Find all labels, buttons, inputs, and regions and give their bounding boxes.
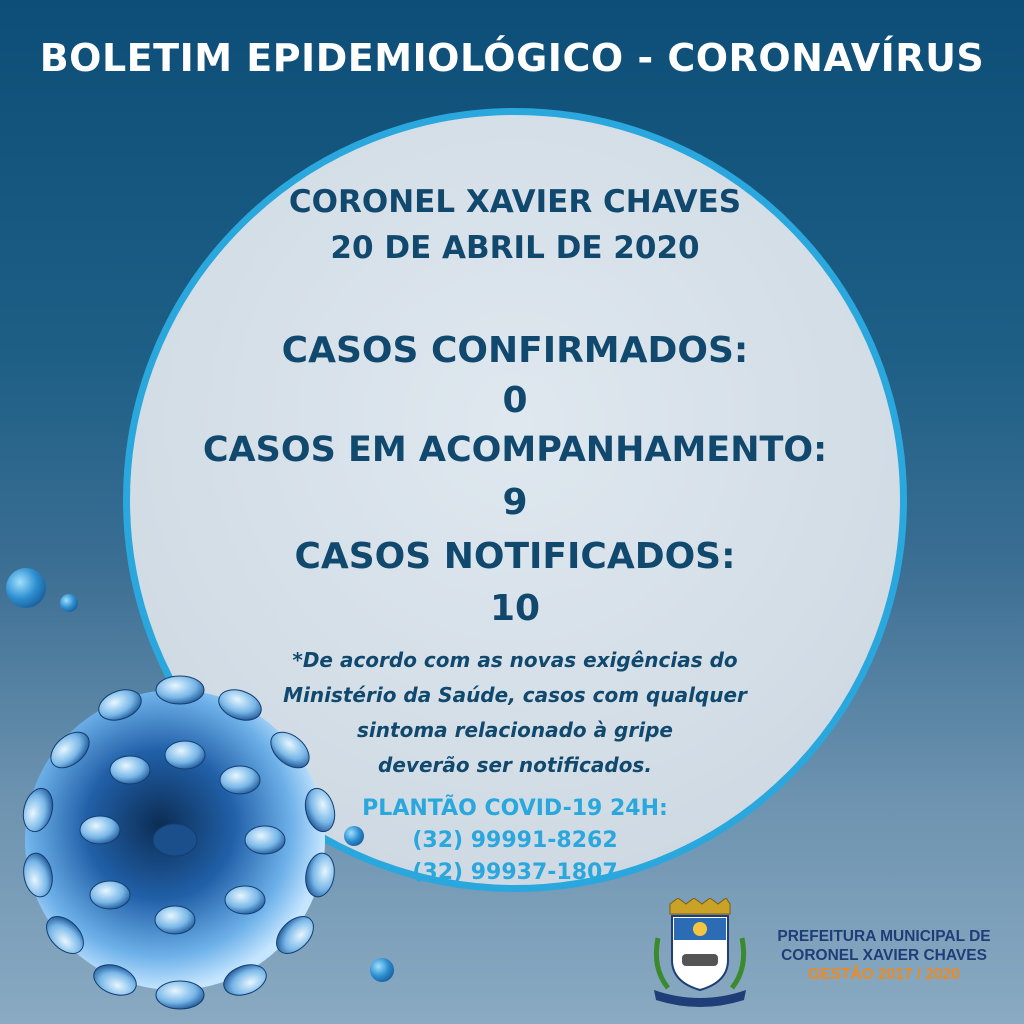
monitoring-value: 9 [502,482,528,523]
confirmed-value: 0 [502,380,528,421]
bubble-icon [60,594,78,612]
bubble-icon [344,826,364,846]
note-line-2: Ministério da Saúde, casos com qualquer [283,683,747,707]
prefeitura-line-2: CORONEL XAVIER CHAVES [781,947,987,964]
municipal-crest-icon [648,898,752,1008]
note-line-4: deverão ser notificados. [378,753,652,777]
page-title: BOLETIM EPIDEMIOLÓGICO - CORONAVÍRUS [39,36,985,80]
hotline-phone-2: (32) 99937-1807 [412,860,618,885]
bubble-icon [370,958,394,982]
virus-illustration [10,660,340,1010]
prefeitura-line-1: PREFEITURA MUNICIPAL DE [777,928,991,945]
hotline-phone-1: (32) 99991-8262 [412,828,618,853]
city-name: CORONEL XAVIER CHAVES [288,184,742,220]
note-line-1: *De acordo com as novas exigências do [292,648,738,672]
hotline-label: PLANTÃO COVID-19 24H: [362,796,668,821]
notified-value: 10 [489,588,541,629]
note-line-3: sintoma relacionado à gripe [357,718,673,742]
bulletin-date: 20 DE ABRIL DE 2020 [330,230,700,266]
bubble-icon [6,568,46,608]
notified-label: CASOS NOTIFICADOS: [294,536,736,577]
gestao-line: GESTÃO 2017 / 2020 [808,966,960,983]
confirmed-label: CASOS CONFIRMADOS: [281,330,749,371]
monitoring-label: CASOS EM ACOMPANHAMENTO: [202,430,828,470]
